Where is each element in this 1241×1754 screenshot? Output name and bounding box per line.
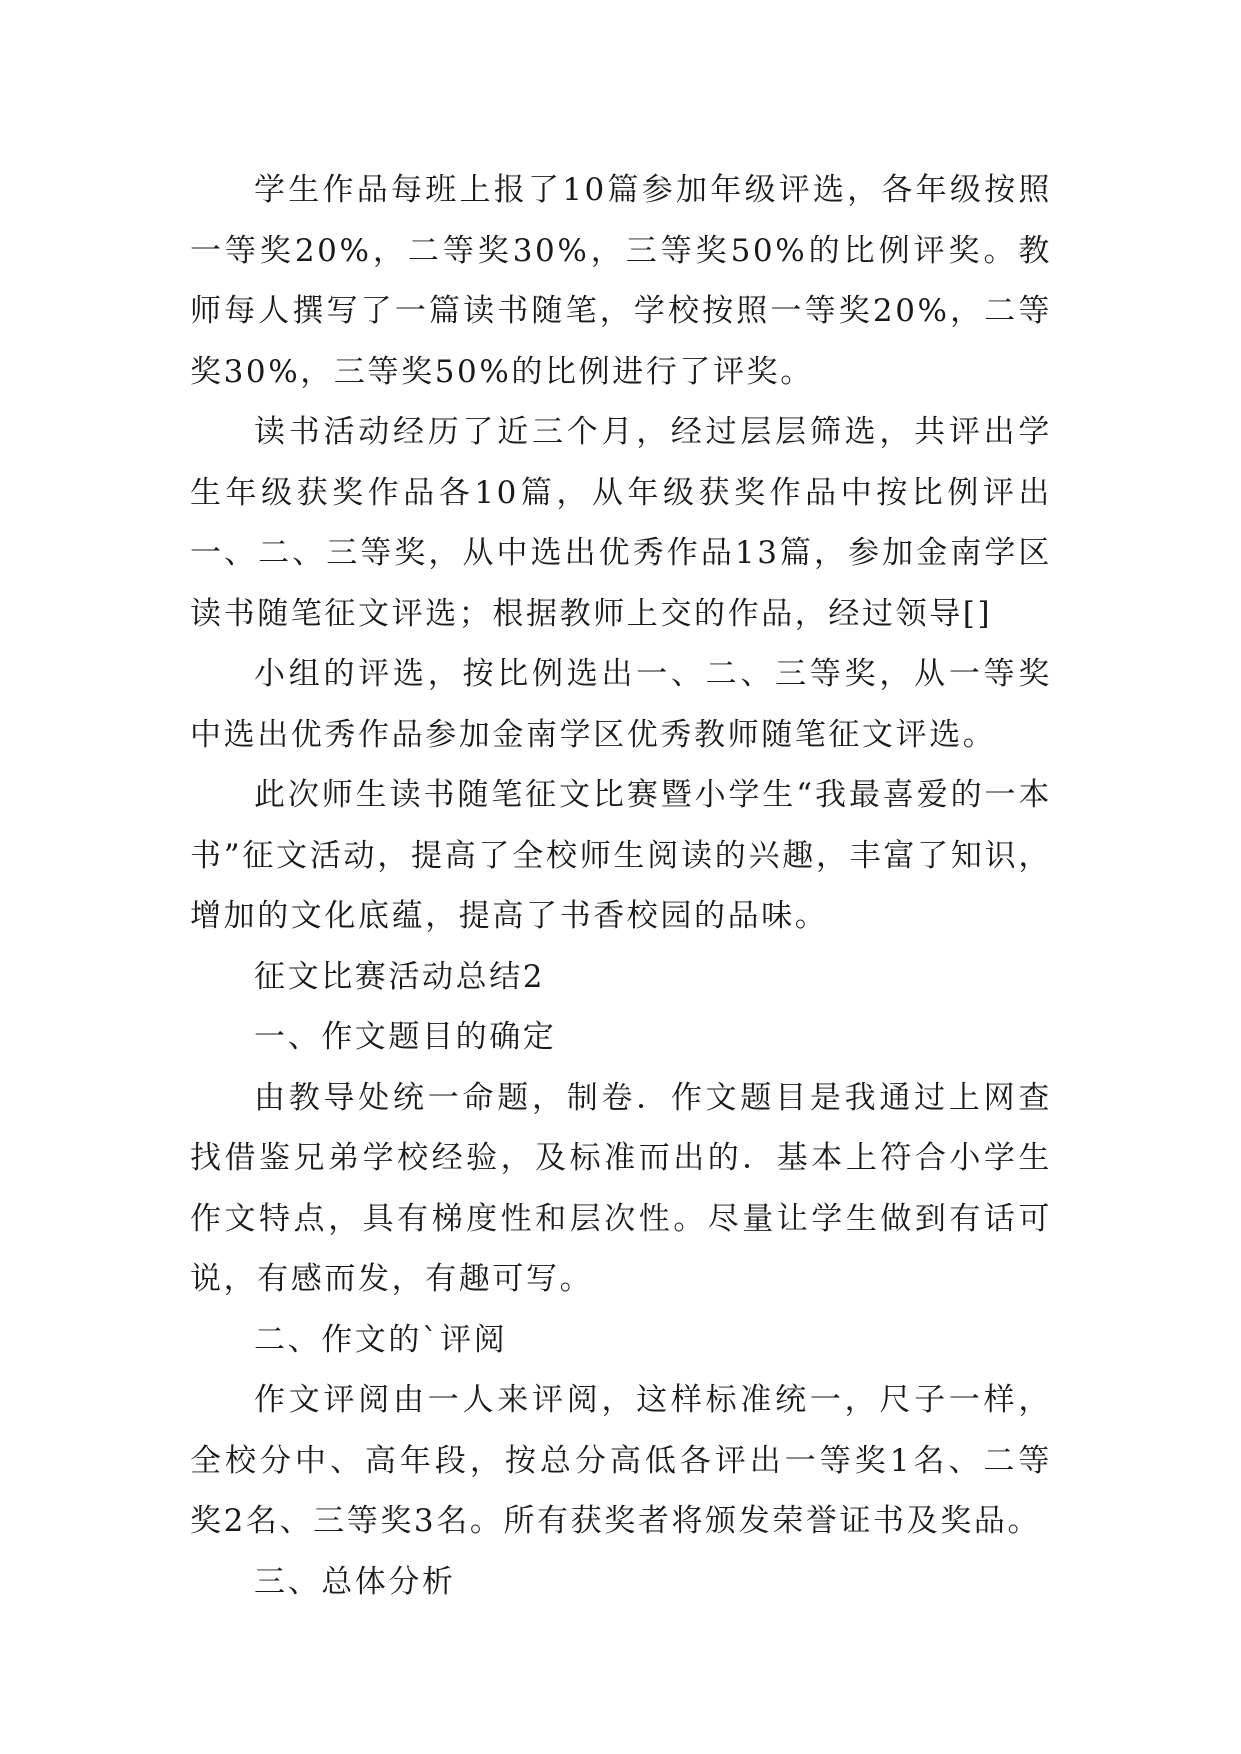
document-body: [190, 160, 1052, 1612]
paragraph-topic-determination: 由教导处统一命题，制卷．作文题目是我通过上网查找借鉴兄弟学校经验，及标准而出的．基本上符合小学生作文特点，具有梯度性和层次性。尽量让学生做到有话可说，有感而发，有趣可写。: [190, 1079, 1052, 1297]
paragraph-student-works-ratio: 学生作品每班上报了10篇参加年级评选，各年级按照一等奖20%，二等奖30%，三等奖50%的比例评奖。教师每人撰写了一篇读书随笔，学校按照一等奖20%，二等奖30%，三等奖50%的比例进行了评奖。: [190, 172, 1052, 390]
heading-topic-determination: 一、作文题目的确定: [254, 1019, 557, 1055]
heading-essay-review: 二、作文的`评阅: [254, 1321, 508, 1358]
section-title-summary-2: 征文比赛活动总结2: [254, 958, 546, 995]
paragraph-reading-activity: 读书活动经历了近三个月，经过层层筛选，共评出学生年级获奖作品各10篇，从年级获奖作品中按比例评出一、二、三等奖，从中选出优秀作品13篇，参加金南学区读书随笔征文评选；根据教师上交的作品，经过领导[]: [190, 414, 1052, 632]
paragraph-essay-review: 作文评阅由一人来评阅，这样标准统一，尺子一样，全校分中、高年段，按总分高低各评出一等奖1名、二等奖2名、三等奖3名。所有获奖者将颁发荣誉证书及奖品。: [190, 1382, 1052, 1539]
paragraph-activity-effect: 此次师生读书随笔征文比赛暨小学生“我最喜爱的一本书”征文活动，提高了全校师生阅读的兴趣，丰富了知识，增加的文化底蕴，提高了书香校园的品味。: [190, 777, 1052, 934]
paragraph-group-selection: 小组的评选，按比例选出一、二、三等奖，从一等奖中选出优秀作品参加金南学区优秀教师随笔征文评选。: [190, 656, 1052, 753]
heading-overall-analysis: 三、总体分析: [254, 1563, 456, 1600]
